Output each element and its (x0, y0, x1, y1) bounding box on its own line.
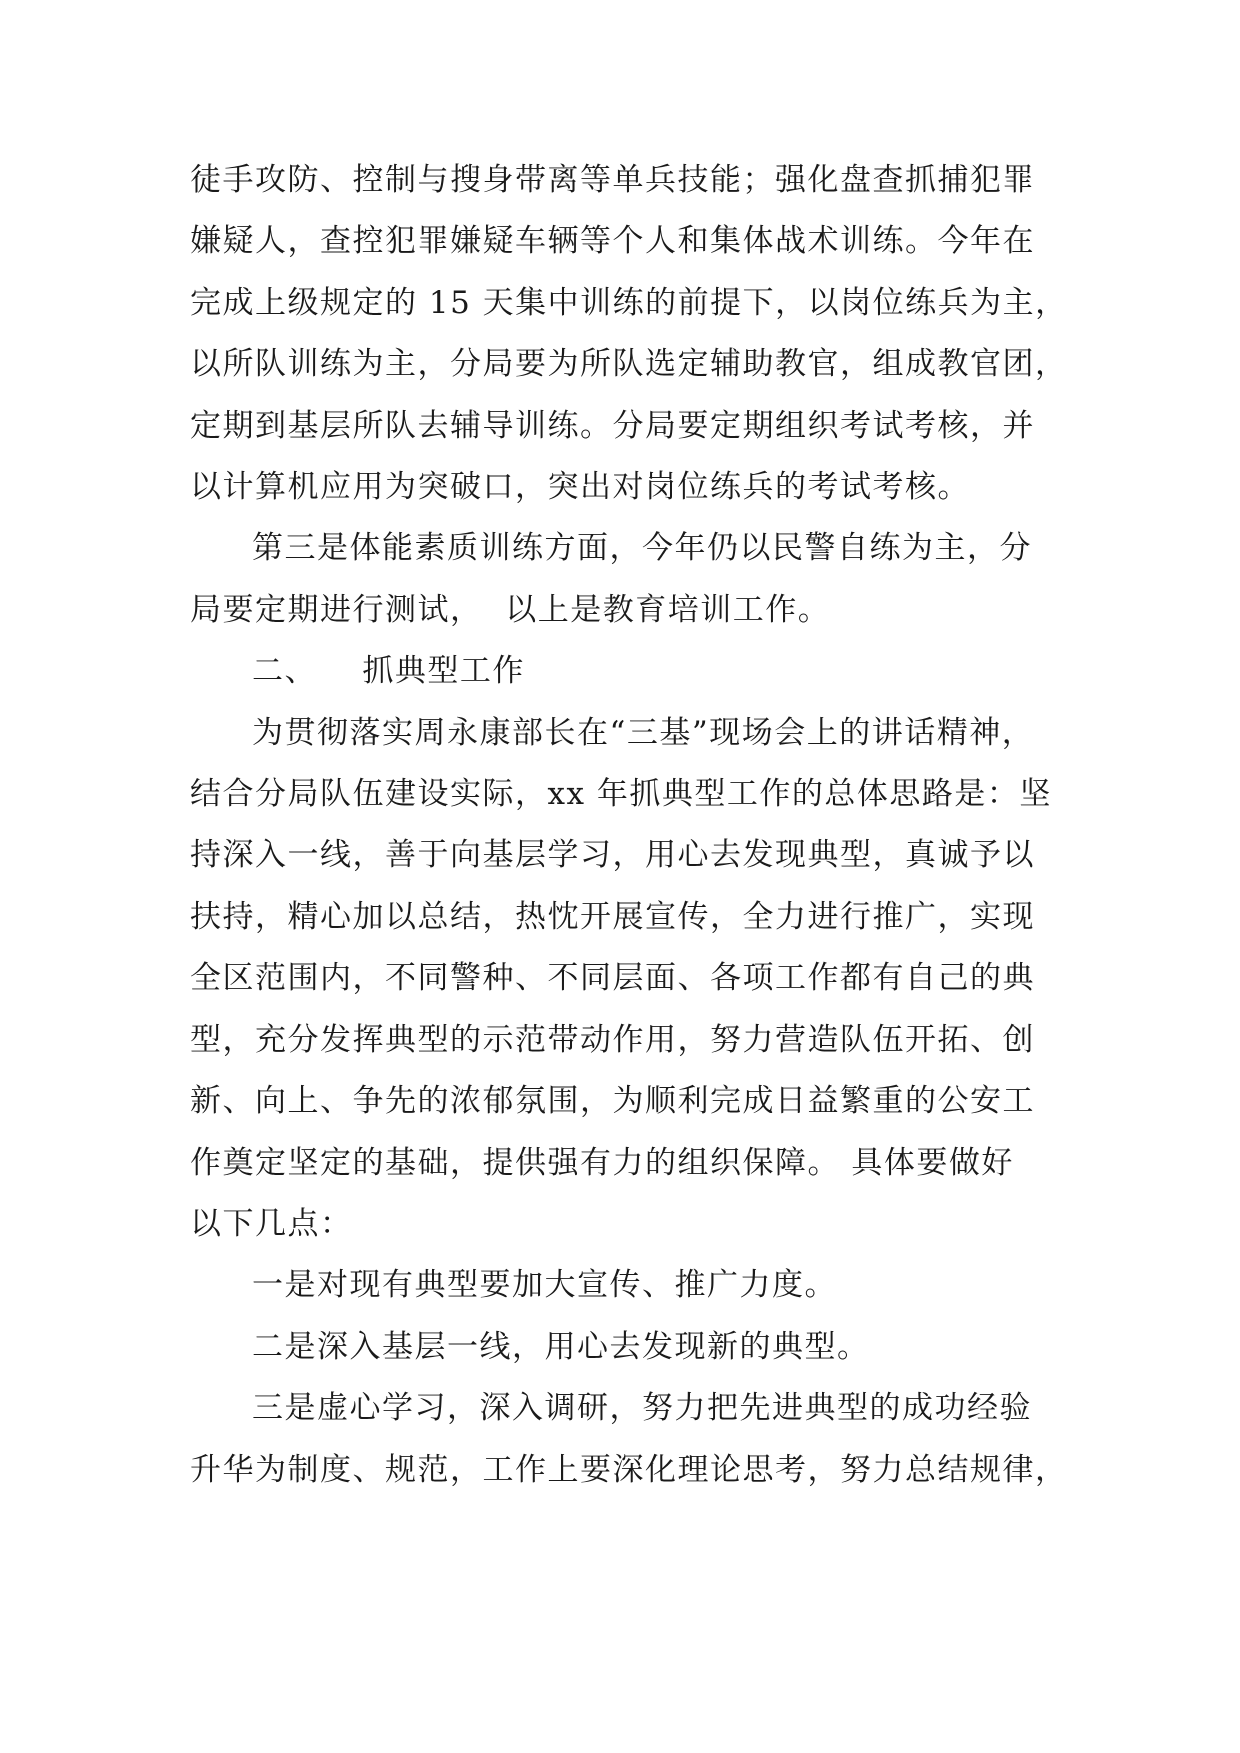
text-line: 扶持，精心加以总结，热忱开展宣传，全力进行推广，实现 (190, 898, 1035, 935)
document-body (190, 150, 1068, 1501)
paragraph-physical-training (190, 518, 1060, 641)
text-line: 局要定期进行测试， 以上是教育培训工作。 (190, 591, 831, 628)
text-line: 嫌疑人，查控犯罪嫌疑车辆等个人和集体战术训练。今年在 (190, 223, 1035, 260)
text-line: 新、向上、争先的浓郁氛围，为顺利完成日益繁重的公安工 (190, 1083, 1035, 1120)
text-line: 一是对现有典型要加大宣传、推广力度。 (252, 1267, 837, 1304)
text-line: 徒手攻防、控制与搜身带离等单兵技能；强化盘查抓捕犯罪 (190, 162, 1035, 198)
paragraph-typical-work-intro (190, 703, 1060, 1256)
text-line: 定期到基层所队去辅导训练。分局要定期组织考试考核，并 (190, 407, 1035, 444)
paragraph-point-one (190, 1255, 1060, 1316)
text-line: 以下几点： (190, 1205, 353, 1242)
text-line: 以计算机应用为突破口，突出对岗位练兵的考试考核。 (190, 469, 970, 506)
text-line: 升华为制度、规范，工作上要深化理论思考，努力总结规律， (190, 1451, 1068, 1488)
text-line: 三是虚心学习，深入调研，努力把先进典型的成功经验 (252, 1390, 1032, 1427)
section-heading: 二、 抓典型工作 (252, 653, 525, 690)
text-line: 结合分局队伍建设实际，xx 年抓典型工作的总体思路是：坚 (190, 776, 1052, 813)
paragraph-point-three (190, 1378, 1068, 1501)
text-line: 型，充分发挥典型的示范带动作用，努力营造队伍开拓、创 (190, 1021, 1035, 1058)
text-line: 第三是体能素质训练方面，今年仍以民警自练为主，分 (252, 530, 1032, 567)
text-line: 全区范围内，不同警种、不同层面、各项工作都有自己的典 (190, 960, 1035, 997)
text-line: 二是深入基层一线，用心去发现新的典型。 (252, 1328, 870, 1365)
text-line: 作奠定坚定的基础，提供强有力的组织保障。 具体要做好 (190, 1144, 1014, 1181)
text-line: 为贯彻落实周永康部长在“三基”现场会上的讲话精神， (252, 714, 1035, 751)
text-line: 完成上级规定的 15 天集中训练的前提下，以岗位练兵为主， (190, 284, 1068, 321)
paragraph-point-two (190, 1317, 1060, 1378)
text-line: 持深入一线，善于向基层学习，用心去发现典型，真诚予以 (190, 837, 1035, 874)
paragraph-training-continued (190, 150, 1068, 518)
text-line: 以所队训练为主，分局要为所队选定辅助教官，组成教官团， (190, 346, 1068, 383)
